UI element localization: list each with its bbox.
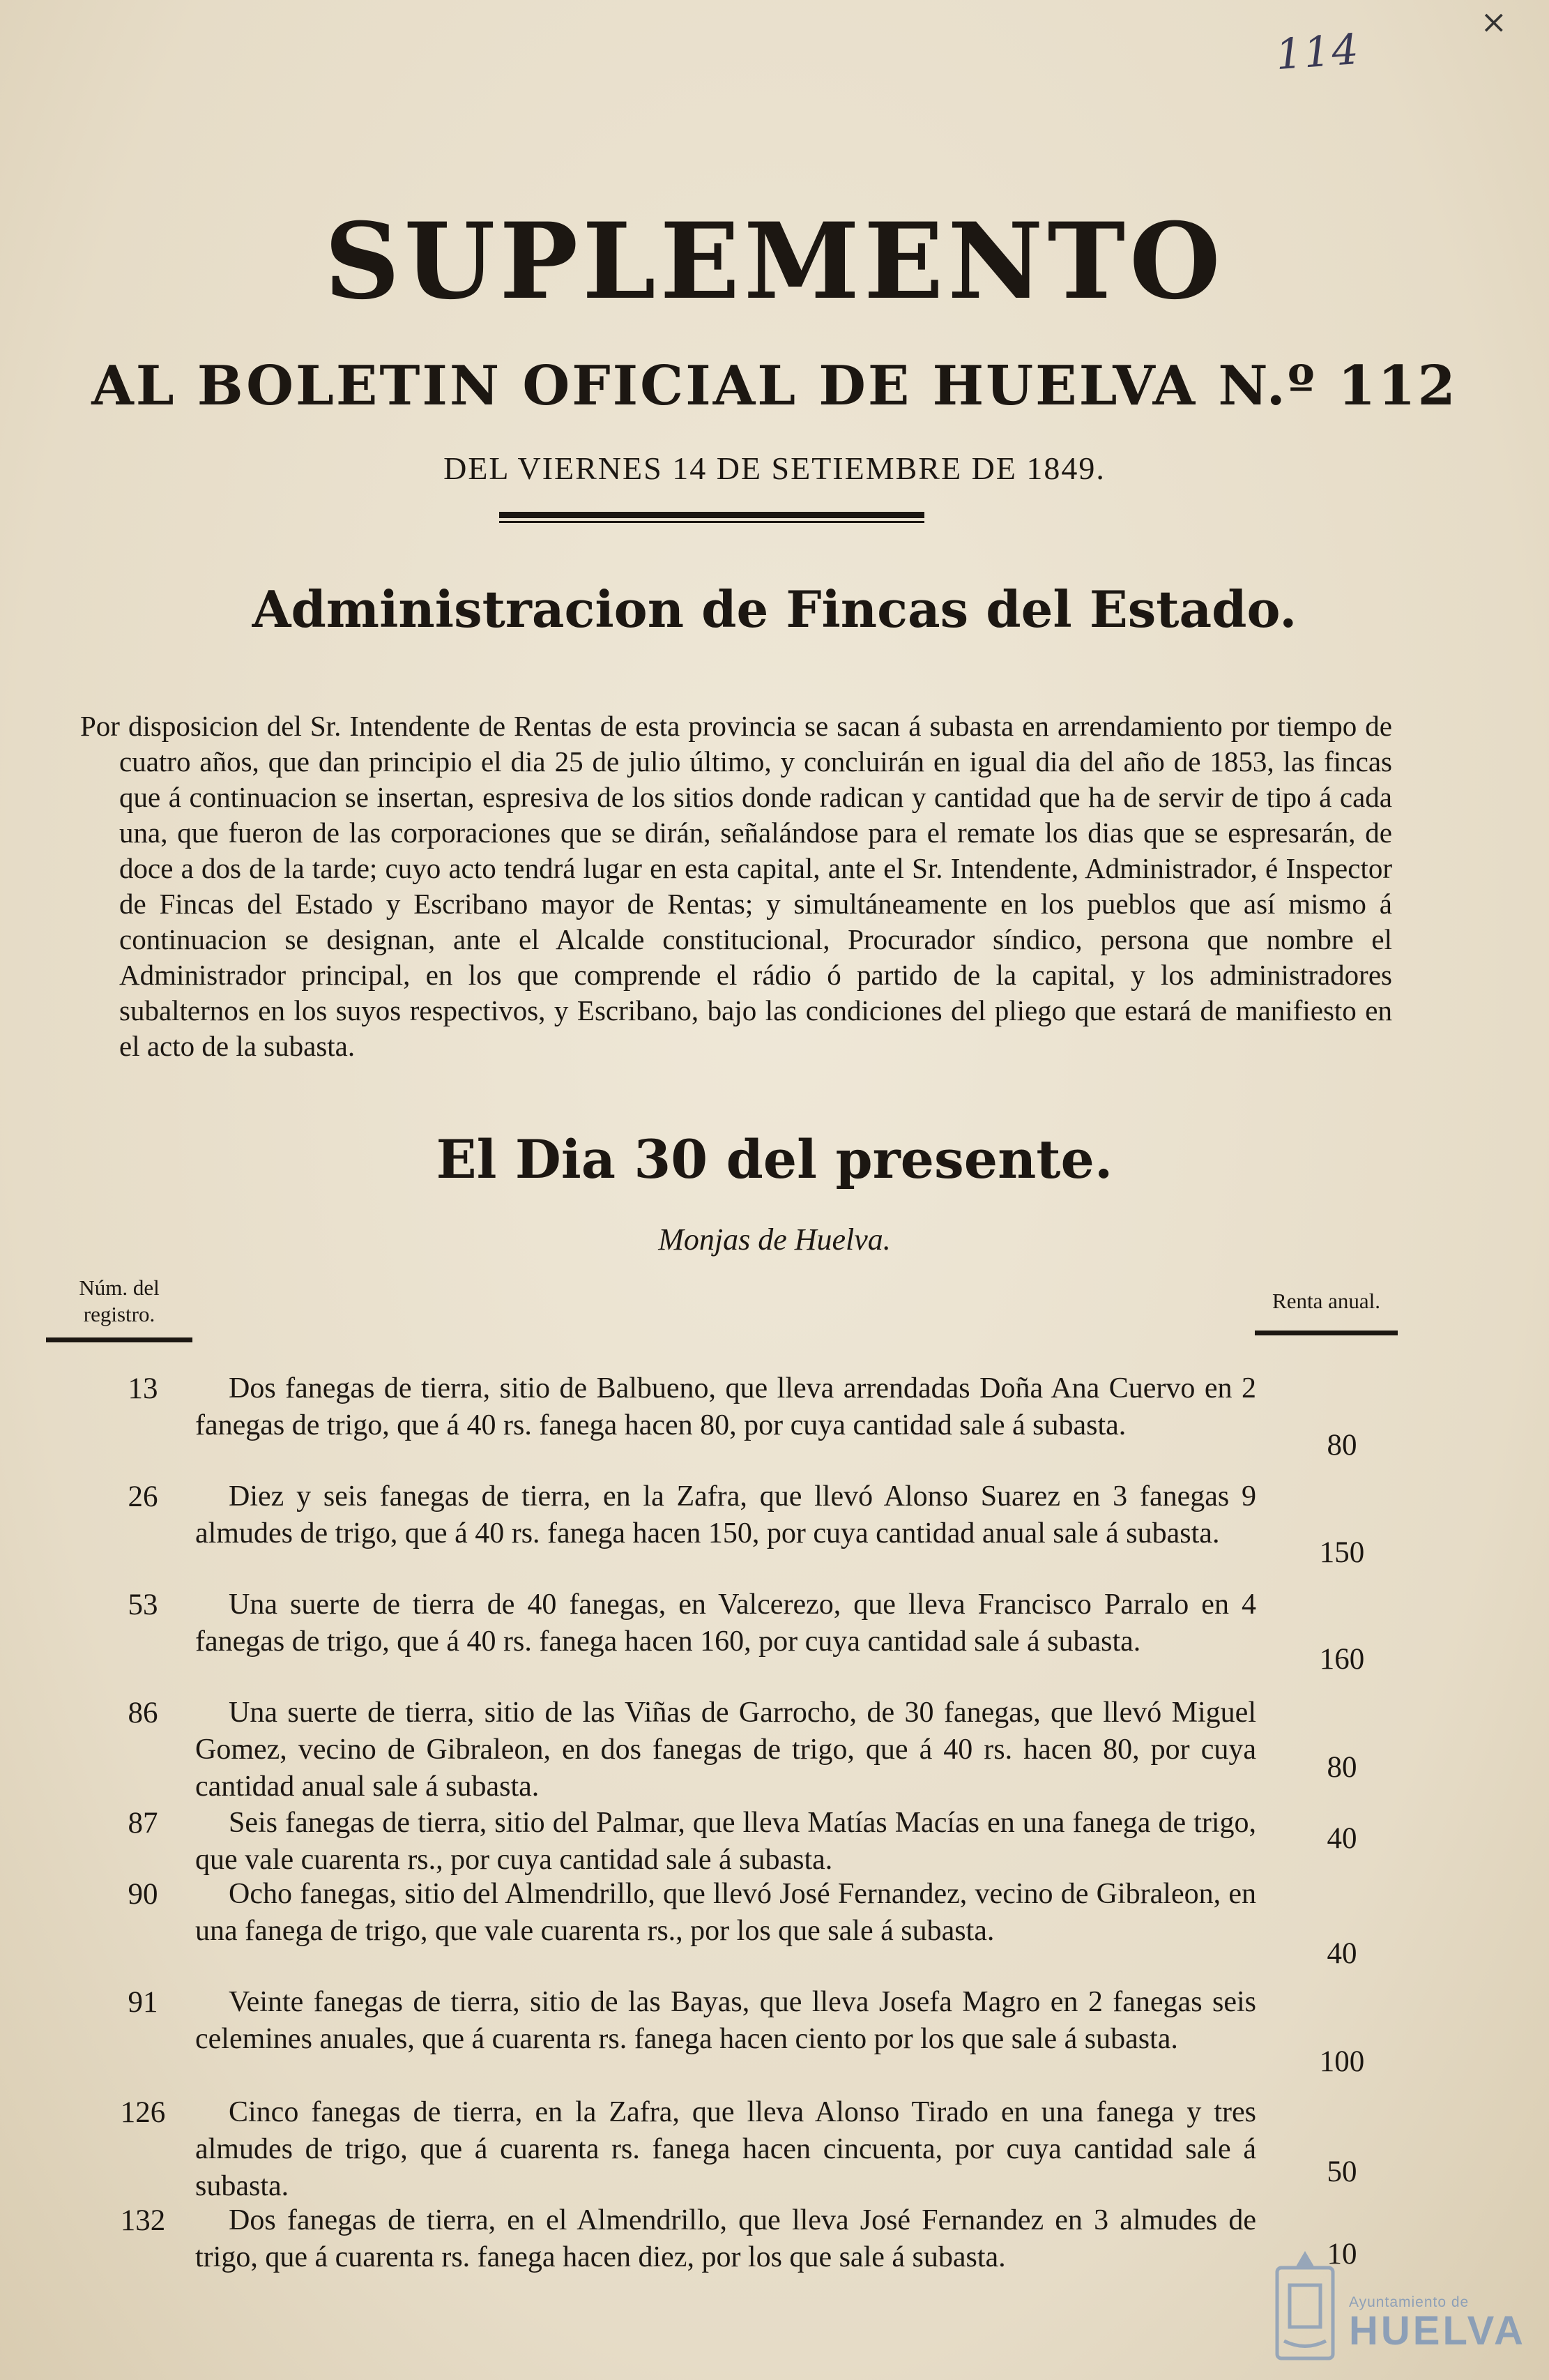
entry-amount: 100 <box>1319 2045 1365 2078</box>
entry-text: Una suerte de tierra de 40 fanegas, en Valcerezo, que lleva Francisco Parralo en 4 fanegas de trigo, que á 40 rs. fanega hacen 160, por cuya cantidad sale á subasta. <box>195 1589 1256 1658</box>
page-title: SUPLEMENTO <box>324 200 1225 323</box>
rent-column-rule <box>1255 1331 1398 1335</box>
entry-amount: 160 <box>1319 1643 1365 1676</box>
entry-number: 13 <box>128 1372 158 1405</box>
entry-number: 26 <box>128 1480 158 1513</box>
entry-text: Dos fanegas de tierra, sitio de Balbueno, que lleva arrendadas Doña Ana Cuervo en 2 fanegas de trigo, que á 40 rs. fanega hacen 80, por cuya cantidad sale á subasta. <box>195 1372 1256 1441</box>
rent-column-label: Renta anual. <box>1272 1289 1380 1313</box>
corner-mark: × <box>1480 3 1507 40</box>
entry-amount: 10 <box>1327 2238 1357 2271</box>
entry-number: 126 <box>120 2096 166 2129</box>
corporation-name: Monjas de Huelva. <box>658 1222 891 1257</box>
entry-text: Dos fanegas de tierra, en el Almendrillo, que lleva José Fernandez en 3 almudes de trigo, que á cuarenta rs. fanega hacen diez, por los que sale á subasta. <box>195 2204 1256 2273</box>
day-heading: El Dia 30 del presente. <box>436 1128 1113 1190</box>
rent-column-header <box>1255 1289 1398 1335</box>
registry-column-label: Núm. del registro. <box>79 1275 160 1326</box>
city-crest-icon <box>1270 2247 1340 2365</box>
watermark-line2: HUELVA <box>1349 2308 1526 2354</box>
archive-watermark <box>1349 2294 1526 2354</box>
entry-amount: 150 <box>1319 1536 1365 1569</box>
registry-column-rule <box>46 1337 192 1342</box>
registry-column-header <box>46 1275 192 1342</box>
entry-number: 86 <box>128 1697 158 1729</box>
watermark-line1: Ayuntamiento de <box>1349 2294 1470 2310</box>
entry-amount: 50 <box>1327 2155 1357 2188</box>
entry-text: Cinco fanegas de tierra, en la Zafra, que lleva Alonso Tirado en una fanega y tres almudes de trigo, que á cuarenta rs. fanega hacen cincuenta, por cuya cantidad sale á subasta. <box>195 2096 1256 2202</box>
header-divider <box>499 512 924 523</box>
entry-amount: 80 <box>1327 1751 1357 1784</box>
entry-text: Seis fanegas de tierra, sitio del Palmar, que lleva Matías Macías en una fanega de trigo, que vale cuarenta rs., por cuya cantidad sale á subasta. <box>195 1807 1256 1876</box>
entry-amount: 80 <box>1327 1429 1357 1462</box>
section-heading: Administracion de Fincas del Estado. <box>252 579 1297 639</box>
entry-text: Una suerte de tierra, sitio de las Viñas de Garrocho, de 30 fanegas, que llevó Miguel Gomez, vecino de Gibraleon, en dos fanegas de trigo, que á 40 rs. hacen 80, por cuya cantidad anual sale á subasta. <box>195 1697 1256 1803</box>
entry-text: Ocho fanegas, sitio del Almendrillo, que llevó José Fernandez, vecino de Gibraleon, en una fanega de trigo, que vale cuarenta rs., por los que sale á subasta. <box>195 1878 1256 1947</box>
dateline: DEL VIERNES 14 DE SETIEMBRE DE 1849. <box>443 450 1106 486</box>
handwritten-folio-number: 114 <box>1274 24 1361 80</box>
entry-text: Veinte fanegas de tierra, sitio de las Bayas, que lleva Josefa Magro en 2 fanegas seis celemines anuales, que á cuarenta rs. fanega hacen ciento por los que sale á subasta. <box>195 1986 1256 2055</box>
entry-number: 91 <box>128 1986 158 2019</box>
entry-number: 132 <box>120 2204 166 2237</box>
entry-number: 90 <box>128 1878 158 1911</box>
notice-paragraph: Por disposicion del Sr. Intendente de Rentas de esta provincia se sacan á subasta en arrendamiento por tiempo de cuatro años, que dan principio el dia 25 de julio último, y concluirán en igual dia del año de 1853, las fincas que á continuacion se insertan, espresiva de los sitios donde radican y cantidad que ha de servir de tipo á cada una, que fueron de las corporaciones que se dirán, señalándose para el remate los dias que se espresarán, de doce a dos de la tarde; cuyo acto tendrá lugar en esta capital, ante el Sr. Intendente, Administrador, é Inspector de Fincas del Estado y Escribano mayor de Rentas; y simultáneamente en los pueblos que así mismo á continuacion se designan, ante el Alcalde constitucional, Procurador síndico, persona que nombre el Administrador principal, en los que comprende el rádio ó partido de la capital, y los administradores subalternos en los suyos respectivos, y Escribano, bajo las condiciones del pliego que estará de manifiesto en el acto de la subasta. <box>80 710 1392 1062</box>
entry-amount: 40 <box>1327 1822 1357 1855</box>
entry-amount: 40 <box>1327 1937 1357 1970</box>
entry-number: 53 <box>128 1589 158 1621</box>
entry-text: Diez y seis fanegas de tierra, en la Zafra, que llevó Alonso Suarez en 3 fanegas 9 almudes de trigo, que á 40 rs. fanega hacen 150, por cuya cantidad anual sale á subasta. <box>195 1480 1256 1549</box>
page-subtitle: AL BOLETIN OFICIAL DE HUELVA N.º 112 <box>91 354 1458 418</box>
entry-number: 87 <box>128 1807 158 1840</box>
